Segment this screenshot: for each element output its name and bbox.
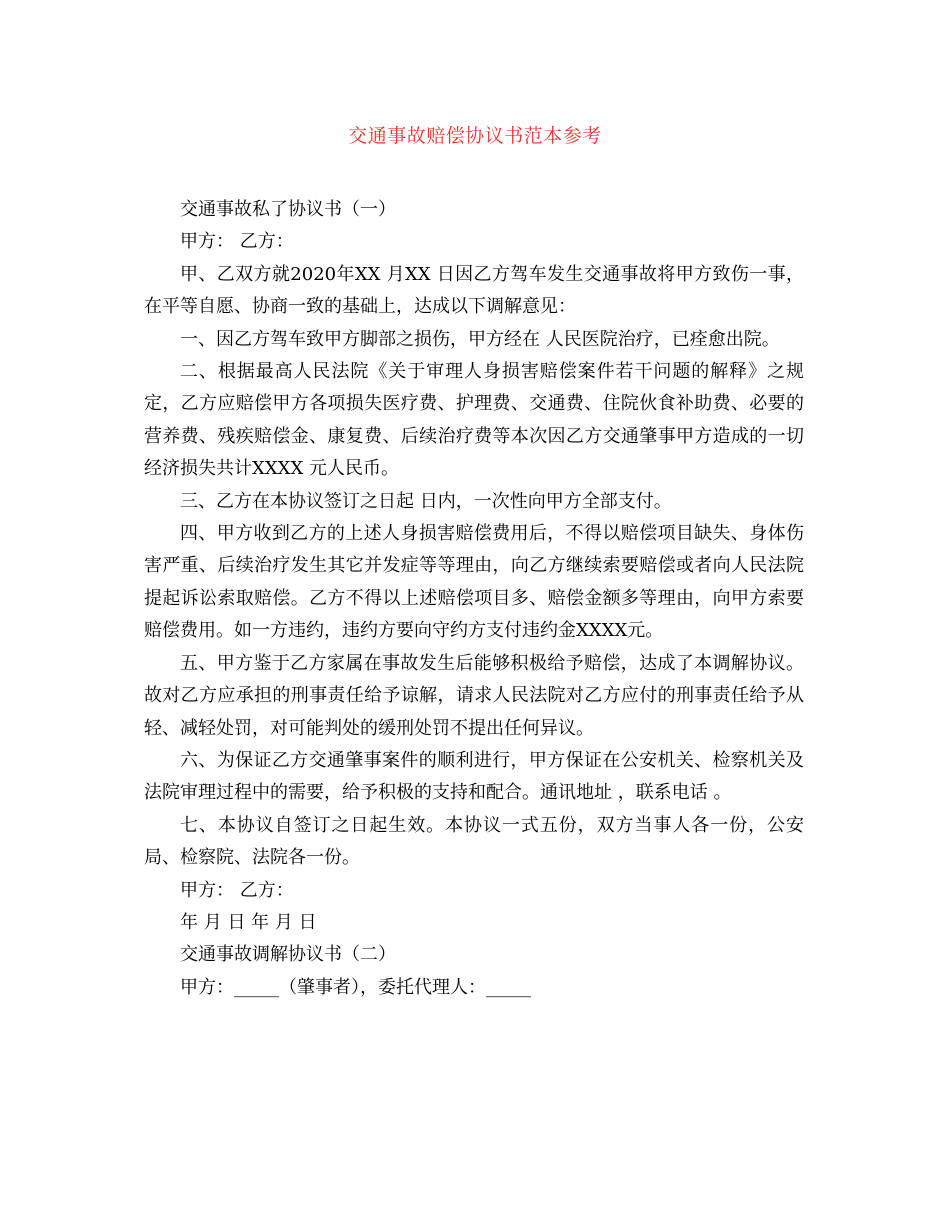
document-title: 交通事故赔偿协议书范本参考 (348, 125, 602, 147)
paragraph: 一、因乙方驾车致甲方脚部之损伤，甲方经在 人民医院治疗，已痊愈出院。 (180, 328, 780, 350)
paragraph: 六、为保证乙方交通肇事案件的顺利进行，甲方保证在公安机关、检察机关及法院审理过程中的需要，给予积极的支持和配合。通讯地址 ，联系电话 。 (144, 749, 804, 804)
paragraph: 三、乙方在本协议签订之日起 日内，一次性向甲方全部支付。 (180, 490, 672, 512)
paragraph: 甲、乙双方就2020年XX 月XX 日因乙方驾车发生交通事故将甲方致伤一事，在平等自愿、协商一致的基础上，达成以下调解意见： (144, 263, 804, 318)
paragraph: 年 月 日 年 月 日 (180, 911, 317, 933)
paragraph: 五、甲方鉴于乙方家属在事故发生后能够积极给予赔偿，达成了本调解协议。故对乙方应承担的刑事责任给予谅解，请求人民法院对乙方应付的刑事责任给予从轻、减轻处罚，对可能判处的缓刑处罚不提出任何异议。 (144, 652, 804, 739)
paragraph: 甲方：_____（肇事者），委托代理人：_____ (180, 976, 531, 998)
paragraph: 交通事故调解协议书（二） (180, 944, 396, 966)
paragraph: 七、本协议自签订之日起生效。本协议一式五份，双方当事人各一份，公安局、检察院、法院各一份。 (144, 814, 804, 869)
paragraph: 交通事故私了协议书（一） (180, 199, 396, 220)
paragraph: 二、根据最高人民法院《关于审理人身损害赔偿案件若干问题的解释》之规定，乙方应赔偿甲方各项损失医疗费、护理费、交通费、住院伙食补助费、必要的营养费、残疾赔偿金、康复费、后续治疗费等本次因乙方交通肇事甲方造成的一切经济损失共计XXXX 元人民币。 (144, 361, 804, 480)
paragraph: 甲方： 乙方： (180, 231, 294, 253)
paragraph: 甲方： 乙方： (180, 879, 294, 901)
document-body (144, 194, 804, 1004)
paragraph: 四、甲方收到乙方的上述人身损害赔偿费用后，不得以赔偿项目缺失、身体伤害严重、后续治疗发生其它并发症等等理由，向乙方继续索要赔偿或者向人民法院提起诉讼索取赔偿。乙方不得以上述赔偿项目多、赔偿金额多等理由，向甲方索要赔偿费用。如一方违约，违约方要向守约方支付违约金XXXX元。 (144, 523, 804, 642)
